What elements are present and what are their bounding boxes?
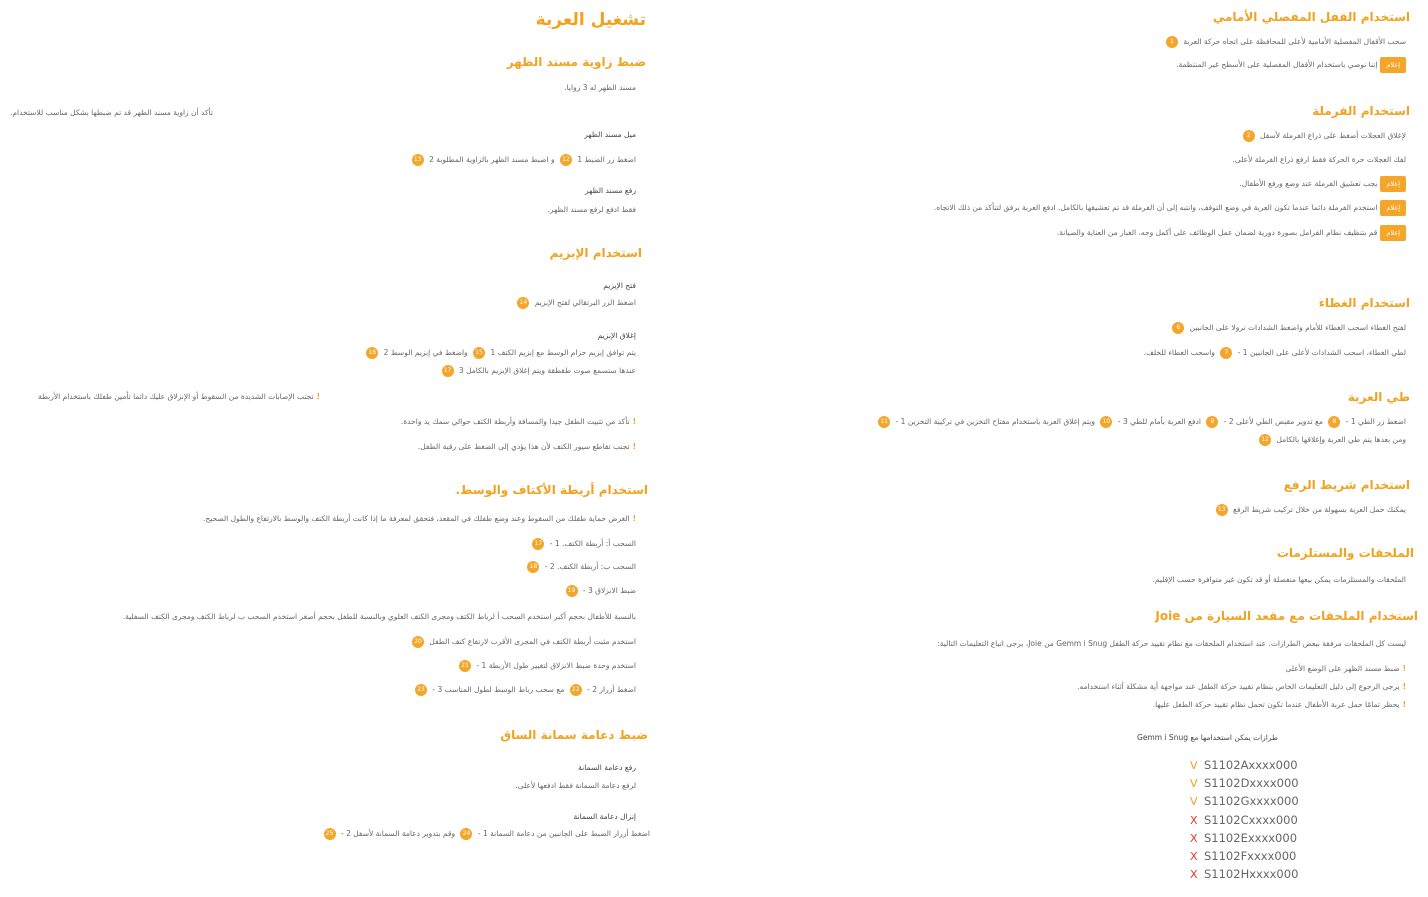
- step-number: 1: [900, 417, 906, 426]
- figure-badge: 12: [560, 154, 572, 166]
- carry-heading: استخدام شريط الرفع: [1283, 478, 1410, 492]
- notice-tag: إعلام: [1380, 200, 1406, 216]
- step-number: 2: [429, 155, 434, 164]
- buckle-close-text-c: عندها ستسمع صوت طقطقة ويتم إغلاق الإبزيم بالكامل: [466, 366, 636, 375]
- fold-text: ومن بعدها يتم طي العربة وإغلاقها بالكامل: [1276, 435, 1406, 444]
- straps-line-3-text-a: اضغط أزرار: [599, 685, 636, 694]
- step-number: 2: [346, 829, 351, 838]
- calf-lower-text-a: اضغط أزرار الضبط على الجانبين من دعامة السمانة: [490, 829, 650, 838]
- straps-heading: استخدام أربطة الأكتاف والوسط.: [455, 483, 648, 497]
- figure-badge: 24: [460, 828, 472, 840]
- cross-icon: X: [1190, 831, 1198, 845]
- carry-text: [1213, 504, 1406, 516]
- straps-warning: [203, 514, 636, 523]
- warning-icon: !: [632, 514, 636, 523]
- model-code: S1102Cxxxx000: [1204, 812, 1298, 827]
- step-number: 1: [1242, 348, 1248, 357]
- warning-text: تجنب الإصابات الشديدة من السقوط أو الإنزلاق عليك دائما تأمين طفلك باستخدام الأربطة: [37, 392, 314, 401]
- backrest-raise-text: فقط ادفع لرفع مسند الظهر.: [547, 205, 636, 214]
- figure-badge: 7: [1220, 347, 1232, 359]
- carseat-text: ليست كل الملحقات مرفقة ببعض الطرازات. عند استخدام الملحقات مع نظام تقييد حركة الطفل Gemm i Snug من Joie، يرجى اتباع التعليمات التالية:: [937, 639, 1406, 648]
- straps-item: السحب أ: أربطة الكتف. 1 - 17: [529, 538, 636, 550]
- buckle-close-title: إغلاق الإبزيم: [597, 331, 636, 340]
- figure-badge: 21: [459, 660, 471, 672]
- check-icon: V: [1190, 777, 1198, 791]
- carseat-bullet: [1077, 682, 1406, 691]
- calf-heading: ضبط دعامة سمانة الساق: [500, 728, 648, 742]
- model-row: [1190, 794, 1299, 812]
- warning-icon: !: [316, 392, 320, 401]
- carry-text-a: يمكنك حمل العربة بسهولة من خلال تركيب شريط الرفع: [1233, 505, 1406, 514]
- warning-fall: [38, 392, 320, 401]
- model-code: S1102Fxxxx000: [1204, 848, 1297, 863]
- carseat-heading: استخدام الملحقات مع مقعد السيارة من Joie: [1155, 609, 1418, 623]
- step-number: 1: [1350, 417, 1356, 426]
- figure-badge: 11: [878, 416, 890, 428]
- fold-text: اضغط زر الطي: [1358, 417, 1406, 426]
- accessories-heading: الملحقات والمستلزمات: [1276, 546, 1414, 560]
- notice-text: قم بتنظيف نظام الفرامل بصورة دورية لضمان عمل الوظائف على أكمل وجه، الغبار من العناية والصيانة.: [1056, 228, 1378, 237]
- backrest-raise-title: رفع مسند الظهر: [585, 186, 636, 195]
- check-icon: V: [1190, 759, 1198, 772]
- cross-icon: X: [1190, 868, 1198, 882]
- model-row: [1190, 813, 1299, 831]
- step-number: 1: [482, 829, 488, 838]
- canopy-line-2: لطي الغطاء، اسحب الشدادات لأعلى على الجانبين 1 - 7 واسحب الغطاء للخلف.: [1143, 348, 1406, 357]
- model-code: S1102Dxxxx000: [1204, 776, 1299, 791]
- brake-text: [1163, 36, 1406, 48]
- figure-badge: 13: [1216, 504, 1228, 516]
- calf-lower-title: إنزال دعامة السمانة: [573, 812, 636, 821]
- accessories-text: الملحقات والمستلزمات يمكن بيعها منفصلة أو قد تكون غير متوافرة حسب الإقليم.: [1152, 575, 1406, 584]
- model-row: [1190, 831, 1299, 849]
- step-number: 3: [588, 586, 593, 595]
- figure-badge: 9: [1206, 416, 1218, 428]
- straps-item: ضبط الانزلاق 3 - 19: [563, 585, 636, 597]
- backrest-note: تأكد أن زاوية مسند الظهر قد تم ضبطها بشكل مناسب للاستخدام.: [10, 108, 213, 117]
- notice-tag: إعلام: [1380, 176, 1406, 192]
- figure-badge: 1: [1166, 36, 1178, 48]
- buckle-close-text-a: يتم توافق إبزيم حزام الوسط مع إبزيم الكتف: [497, 348, 636, 357]
- step-number: 3: [1122, 417, 1128, 426]
- warning-icon: !: [1402, 682, 1406, 691]
- straps-item: السحب ب: أربطة الكتف. 2 - 18: [524, 561, 636, 573]
- canopy-line-1: [1169, 322, 1406, 334]
- figure-badge: 20: [412, 636, 424, 648]
- buckle-open-text-a: اضغط الزر البرتقالي لفتح الإبزيم: [534, 298, 636, 307]
- parking-notice: [934, 200, 1406, 216]
- models-title: طرازات يمكن استخدامها مع Gemm i Snug: [1137, 733, 1278, 742]
- figure-badge: 18: [527, 561, 539, 573]
- warning-cross: [418, 442, 636, 451]
- straps-line-1-text: استخدم مثبت أربطة الكتف في المجرى الأقرب لارتفاع كتف الطفل: [429, 637, 636, 646]
- step-number: 2: [383, 348, 389, 357]
- brake-notice: [1176, 57, 1406, 73]
- figure-badge: 8: [1328, 416, 1340, 428]
- warning-icon: !: [632, 442, 636, 451]
- model-row: [1190, 849, 1299, 867]
- figure-badge: 25: [324, 828, 336, 840]
- notice-tag: إعلام: [1380, 225, 1406, 241]
- notice-text: استخدم الفرملة دائما عندما تكون العربة في وضع التوقف، وانتبه إلى أن الفرملة قد تم تعشيقها بالكامل. ادفع العربة برفق لتتأكد من ذلك الاتجاه.: [933, 203, 1378, 212]
- model-code: S1102Exxxx000: [1204, 830, 1298, 845]
- warning-text: تجنب تقاطع سيور الكتف لأن هذا يؤدي إلى الضغط على رقبة الطفل.: [417, 442, 630, 451]
- calf-lower-text: اضغط أزرار الضبط على الجانبين من دعامة السمانة 1 - 24 وقم بتدوير دعامة السمانة لأسفل 2 - 25: [321, 828, 650, 840]
- fold-text: ادفع العربة بأمام للطي: [1130, 417, 1201, 426]
- canopy-heading: استخدام الغطاء: [1318, 296, 1410, 310]
- parking-heading: استخدام الفرملة: [1312, 104, 1410, 118]
- straps-item-text: السحب ب: أربطة الكتف.: [557, 562, 636, 571]
- figure-badge: 14: [517, 297, 529, 309]
- step-number: 1: [577, 155, 583, 164]
- notice-text: يجب تعشيق الفرملة عند وضع ورفع الأطفال.: [1239, 179, 1378, 188]
- notice-text: إننا نوصي باستخدام الأقفال المفصلية على الأسطح غير المنتظمة.: [1176, 60, 1378, 69]
- buckle-close-text-2: [439, 365, 636, 377]
- calf-lower-text-b: وقم بتدوير دعامة السمانة لأسفل: [353, 829, 456, 838]
- backrest-lower-title: ميل مسند الظهر: [584, 130, 636, 139]
- figure-badge: 22: [570, 684, 582, 696]
- fold-text: ويتم إغلاق العربة باستخدام مفتاح التخزين في تركيبة التخزين: [907, 417, 1096, 426]
- buckle-close-text: [363, 347, 636, 359]
- canopy-line-2-text-a: لطي الغطاء، اسحب الشدادات لأعلى على الجانبين: [1249, 348, 1406, 357]
- warning-text: تأكد من تثبيت الطفل جيدا والمسافة وأربطة الكتف حوالي سمك يد واحدة.: [400, 417, 630, 426]
- backrest-lower-text: [409, 154, 636, 166]
- figure-badge: 12: [1259, 434, 1271, 446]
- model-row: [1190, 867, 1299, 885]
- figure-badge: 6: [1172, 322, 1184, 334]
- buckle-close-text-b: واضغط في إبزيم الوسط: [390, 348, 468, 357]
- step-number: 1: [490, 348, 496, 357]
- canopy-line-2-text-b: واسحب الغطاء للخلف.: [1143, 348, 1215, 357]
- straps-item-text: السحب أ: أربطة الكتف.: [562, 539, 636, 548]
- step-number: 1: [481, 661, 487, 670]
- backrest-heading: ضبط زاوية مسند الظهر: [506, 55, 646, 69]
- step-number: 2: [1228, 417, 1234, 426]
- fold-text: مع تدوير مقبض الطي لأعلى: [1236, 417, 1323, 426]
- warning-icon: !: [632, 417, 636, 426]
- step-number: 1: [554, 539, 560, 548]
- harness-heading: استخدام الإبزيم: [549, 246, 642, 260]
- notice-tag: إعلام: [1380, 57, 1406, 73]
- model-row: [1190, 776, 1299, 794]
- model-code: S1102Axxxx000: [1204, 758, 1298, 772]
- parking-line-1-text: لإغلاق العجلات أضغط على ذراع الفرملة لأسفل: [1260, 131, 1406, 140]
- model-list: [1190, 758, 1299, 885]
- buckle-open-title: فتح الإبزيم: [603, 281, 636, 290]
- brake-heading: استخدام القفل المفصلي الأمامي: [1212, 10, 1410, 24]
- parking-line-2: لفك العجلات حرة الحركة فقط ارفع ذراع الفرملة لأعلى.: [1232, 155, 1406, 164]
- carseat-bullet-text: يحظر تمامًا حمل عربة الأطفال عندما تكون تحمل نظام تقييد حركة الطفل عليها.: [1152, 700, 1400, 709]
- backrest-lower-text-a: اضغط زر الضبط: [584, 155, 636, 164]
- step-number: 2: [549, 562, 555, 571]
- calf-raise-title: رفع دعامة السمانة: [578, 763, 636, 772]
- backrest-intro: مسند الظهر له 3 زوايا.: [564, 83, 636, 92]
- straps-line-3-text-b: مع سحب رباط الوسط لطول المناسب: [444, 685, 565, 694]
- page-title: تشغيل العربة: [535, 10, 646, 30]
- backrest-lower-text-b: و اضبط مسند الظهر بالزاوية المطلوبة: [436, 155, 555, 164]
- canopy-line-1-text: لفتح الغطاء اسحب الغطاء للأمام واضغط الشدادات ترولا على الجانبين: [1189, 323, 1406, 332]
- parking-notice: [1239, 176, 1406, 192]
- carseat-bullet: [1153, 700, 1406, 709]
- straps-item-text: ضبط الانزلاق: [595, 586, 636, 595]
- figure-badge: 10: [1100, 416, 1112, 428]
- warning-text: الغرض حماية طفلك من السقوط وعند وضع طفلك في المقعد، فتحقق لمعرفة ما إذا كانت أربطة الكتف والوسط بالارتفاع والطول الصحيح.: [203, 514, 630, 523]
- figure-badge: 15: [473, 347, 485, 359]
- fold-heading: طي العربة: [1347, 390, 1410, 404]
- parking-notice: [1057, 225, 1406, 241]
- carseat-bullet: [1285, 664, 1406, 673]
- figure-badge: 2: [1243, 130, 1255, 142]
- step-number: 3: [458, 366, 464, 375]
- cross-icon: X: [1190, 849, 1198, 863]
- step-number: 3: [437, 685, 443, 694]
- warning-icon: !: [1402, 664, 1406, 673]
- figure-badge: 23: [415, 684, 427, 696]
- straps-line-2: استخدم وحدة ضبط الانزلاق لتغيير طول الأربطة 1 - 21: [456, 660, 636, 672]
- straps-line-2-text: استخدم وحدة ضبط الانزلاق لتغيير طول الأربطة: [488, 661, 636, 670]
- warning-icon: !: [1402, 700, 1406, 709]
- figure-badge: 13: [412, 154, 424, 166]
- straps-paragraph: بالنسبة للأطفال بحجم أكبر استخدم السحب أ لرباط الكتف ومجرى الكتف العلوي وبالنسبة للطفل بحجم أصغر استخدم السحب ب لرباط الكتف ومجرى الكتف السفلية.: [122, 612, 636, 621]
- figure-badge: 16: [366, 347, 378, 359]
- carseat-bullet-text: يرجى الرجوع إلى دليل التعليمات الخاص بنظام تقييد حركة الطفل عند مواجهة أية مشكلة أثناء استخدامه.: [1077, 682, 1400, 691]
- model-code: S1102Hxxxx000: [1204, 867, 1299, 882]
- parking-line-1: [1240, 130, 1406, 142]
- figure-badge: 19: [566, 585, 578, 597]
- model-row: [1190, 758, 1299, 776]
- straps-line-3: اضغط أزرار 2 - 22 مع سحب رباط الوسط لطول المناسب 3 - 23: [412, 684, 636, 696]
- cross-icon: X: [1190, 813, 1198, 827]
- calf-raise-text: لرفع دعامة السمانة فقط ادفعها لأعلى.: [515, 781, 636, 790]
- model-code: S1102Gxxxx000: [1204, 794, 1299, 809]
- brake-text-a: سحب الأقفال المفصلية الأمامية لأعلى للمحافظة على اتجاه حركة العربة: [1183, 37, 1406, 46]
- buckle-open-text: [514, 297, 636, 309]
- figure-badge: 17: [442, 365, 454, 377]
- step-number: 2: [592, 685, 597, 694]
- fold-line-1: اضغط زر الطي 1 - 8 مع تدوير مقبض الطي لأعلى 2 - 9 ادفع العربة بأمام للطي 3 - 10 ويتم إغلاق العربة باستخدام مفتاح التخزين في تركيبة التخزين 1 - 11: [875, 416, 1406, 428]
- carseat-bullet-text: ضبط مسند الظهر على الوضع الأعلى: [1285, 664, 1400, 673]
- straps-line-1: [409, 636, 636, 648]
- figure-badge: 17: [532, 538, 544, 550]
- warning-fit: [401, 417, 636, 426]
- fold-line-2: [1256, 434, 1406, 446]
- check-icon: V: [1190, 795, 1198, 809]
